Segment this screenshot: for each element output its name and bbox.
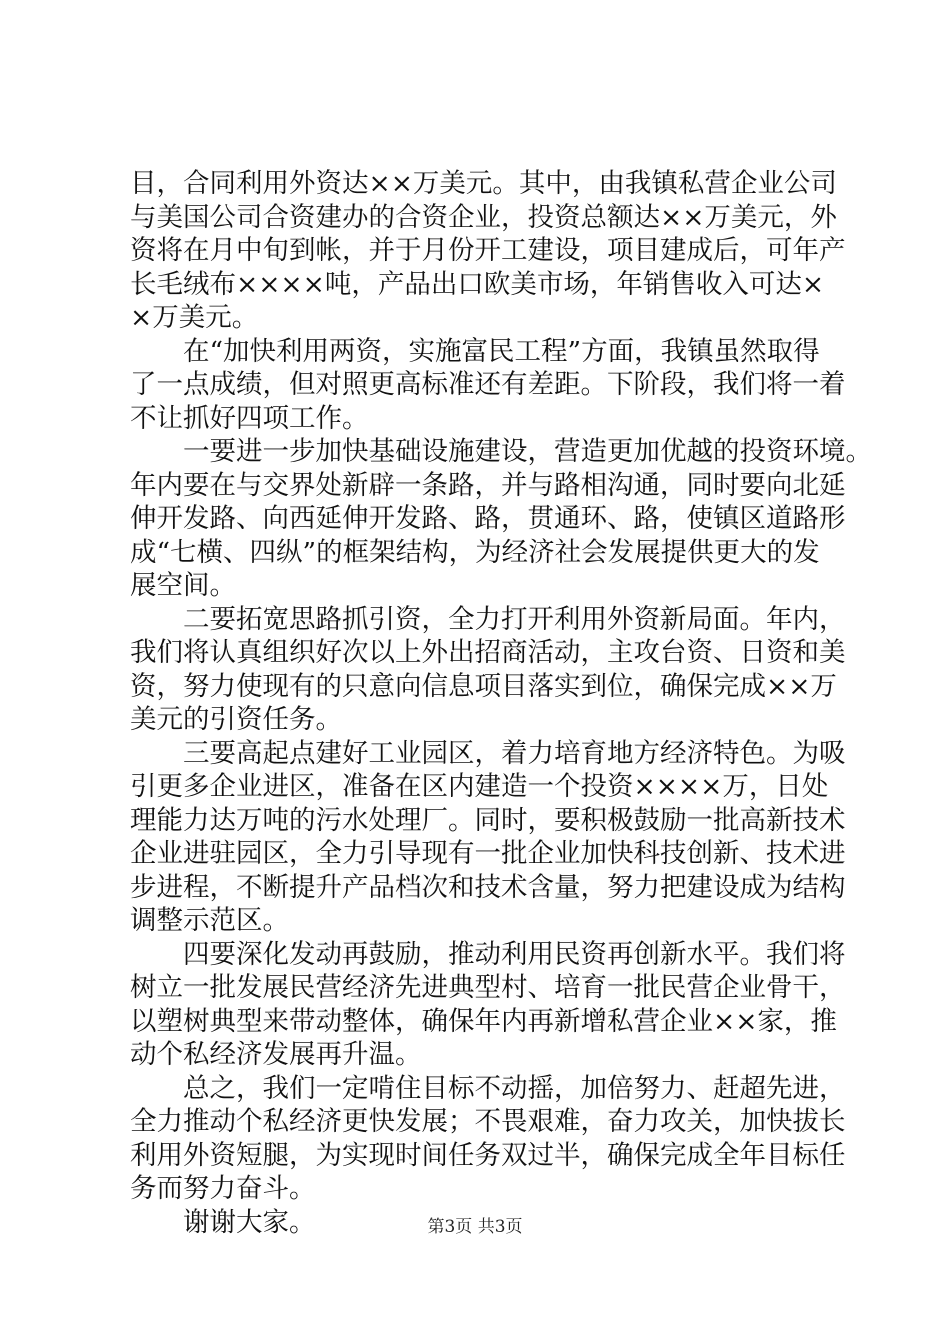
text-line: 不让抓好四项工作。 xyxy=(130,402,369,434)
text-line: 了一点成绩，但对照更高标准还有差距。下阶段，我们将一着 xyxy=(130,369,846,400)
text-line: 资将在月中旬到帐，并于月份开工建设，项目建成后，可年产 xyxy=(130,235,846,266)
text-line: 年内要在与交界处新辟一条路，并与路相沟通，同时要向北延 xyxy=(130,469,846,501)
text-line: 在“加快利用两资，实施富民工程”方面，我镇虽然取得 xyxy=(183,335,820,367)
text-line: 总之，我们一定啃住目标不动摇，加倍努力、赶超先进， xyxy=(183,1072,846,1104)
paragraph-2 xyxy=(130,335,846,436)
text-line: 以塑树典型来带动整体，确保年内再新增私营企业××家，推 xyxy=(130,1005,837,1037)
text-line: 利用外资短腿，为实现时间任务双过半，确保完成全年目标任 xyxy=(130,1139,846,1171)
text-line: 展空间。 xyxy=(130,570,236,601)
text-line: 伸开发路、向西延伸开发路、路，贯通环、路，使镇区道路形 xyxy=(130,503,846,534)
page-number: 第3页 共3页 xyxy=(427,1217,523,1237)
text-line: 企业进驻园区，全力引导现有一批企业加快科技创新、技术进 xyxy=(130,838,846,869)
text-line: 全力推动个私经济更快发展；不畏艰难，奋力攻关，加快拔长 xyxy=(130,1106,846,1137)
text-line: 动个私经济发展再升温。 xyxy=(130,1039,422,1070)
text-line: 理能力达万吨的污水处理厂。同时，要积极鼓励一批高新技术 xyxy=(130,804,846,836)
text-line: 步进程，不断提升产品档次和技术含量，努力把建设成为结构 xyxy=(130,871,846,903)
text-line: 目，合同利用外资达××万美元。其中，由我镇私营企业公司 xyxy=(130,168,837,199)
text-line: ×万美元。 xyxy=(130,302,259,333)
paragraph-3 xyxy=(130,435,872,603)
text-line: 长毛绒布××××吨，产品出口欧美市场，年销售收入可达× xyxy=(130,268,825,300)
text-line: 调整示范区。 xyxy=(130,905,289,936)
paragraph-1 xyxy=(130,167,846,335)
page-footer xyxy=(0,1216,950,1238)
document-body xyxy=(130,167,872,1239)
text-line: 三要高起点建好工业园区，着力培育地方经济特色。为吸 xyxy=(183,737,846,769)
text-line: 一要进一步加快基础设施建设，营造更加优越的投资环境。 xyxy=(183,436,872,467)
text-line: 与美国公司合资建办的合资企业，投资总额达××万美元，外 xyxy=(130,201,837,233)
paragraph-6 xyxy=(130,938,846,1072)
text-line: 务而努力奋斗。 xyxy=(130,1173,316,1204)
text-line: 二要拓宽思路抓引资，全力打开利用外资新局面。年内， xyxy=(183,603,846,635)
paragraph-7 xyxy=(130,1072,846,1206)
text-line: 资，努力使现有的只意向信息项目落实到位，确保完成××万 xyxy=(130,670,837,702)
text-line: 成“七横、四纵”的框架结构，为经济社会发展提供更大的发 xyxy=(130,536,820,568)
text-line: 四要深化发动再鼓励，推动利用民资再创新水平。我们将 xyxy=(183,938,846,970)
text-line: 树立一批发展民营经济先进典型村、培育一批民营企业骨干， xyxy=(130,972,846,1003)
text-line: 美元的引资任务。 xyxy=(130,704,342,735)
paragraph-4 xyxy=(130,603,846,737)
text-line: 谢谢大家。 xyxy=(183,1206,316,1238)
paragraph-5 xyxy=(130,737,846,938)
text-line: 我们将认真组织好次以上外出招商活动，主攻台资、日资和美 xyxy=(130,637,846,668)
text-line: 引更多企业进区，准备在区内建造一个投资××××万，日处 xyxy=(130,771,829,802)
